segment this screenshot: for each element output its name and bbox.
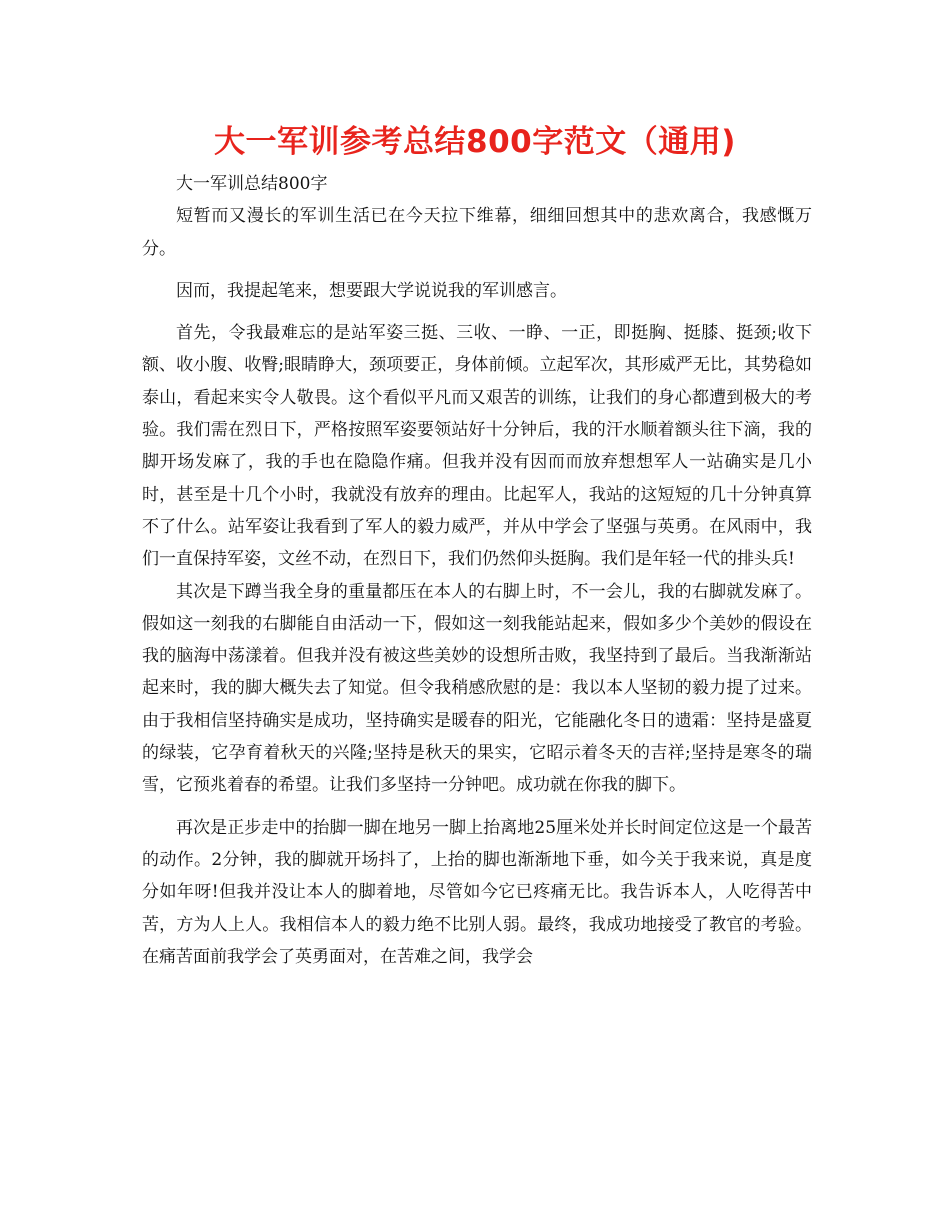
paragraph-thoughts: 因而，我提起笔来，想要跟大学说说我的军训感言。 [176,280,567,301]
document-subtitle: 大一军训总结800字 [176,174,328,194]
paragraph-intro: 短暂而又漫长的军训生活已在今天拉下维幕，细细回想其中的悲欢离合，我感慨万分。 [142,206,812,259]
paragraph-squatting: 其次是下蹲当我全身的重量都压在本人的右脚上时，不一会儿，我的右脚就发麻了。假如这一刻我的右脚能自由活动一下，假如这一刻我能站起来，假如多少个美妙的假设在我的脑海中荡漾着。但我并没有被这些美妙的设想所击败，我坚持到了最后。当我渐渐站起来时，我的脚大概失去了知觉。但令我稍感欣慰的是：我以本人坚韧的毅力提了过来。由于我相信坚持确实是成功，坚持确实是暖春的阳光，它能融化冬日的遗霜：坚持是盛夏的绿装，它孕育着秋天的兴隆;坚持是秋天的果实，它昭示着冬天的吉祥;坚持是寒冬的瑞雪，它预兆着春的希望。让我们多坚持一分钟吧。成功就在你我的脚下。 [142,581,812,796]
paragraph-standing-posture: 首先，令我最难忘的是站军姿三挺、三收、一睁、一正，即挺胸、挺膝、挺颈;收下额、收小腹、收臀;眼睛睁大，颈项要正，身体前倾。立起军次，其形威严无比，其势稳如泰山，看起来实令人敬畏。这个看似平凡而又艰苦的训练，让我们的身心都遭到极大的考验。我们需在烈日下，严格按照军姿要领站好十分钟后，我的汗水顺着额头往下滴，我的脚开场发麻了，我的手也在隐隐作痛。但我并没有因而而放弃想想军人一站确实是几小时，甚至是十几个小时，我就没有放弃的理由。比起军人，我站的这短短的几十分钟真算不了什么。站军姿让我看到了军人的毅力威严，并从中学会了坚强与英勇。在风雨中，我们一直保持军姿，文丝不动，在烈日下，我们仍然仰头挺胸。我们是年轻一代的排头兵! [142,323,812,570]
paragraph-marching: 再次是正步走中的抬脚一脚在地另一脚上抬离地25厘米处并长时间定位这是一个最苦的动作。2分钟，我的脚就开场抖了，上抬的脚也渐渐地下垂，如今关于我来说，真是度分如年呀!但我并没让本人的脚着地，尽管如今它已疼痛无比。我告诉本人，人吃得苦中苦，方为人上人。我相信本人的毅力绝不比别人弱。最终，我成功地接受了教官的考验。在痛苦面前我学会了英勇面对，在苦难之间，我学会 [142,817,812,967]
document-body [142,168,812,973]
document-title: 大一军训参考总结800字范文（通用) [214,124,736,160]
